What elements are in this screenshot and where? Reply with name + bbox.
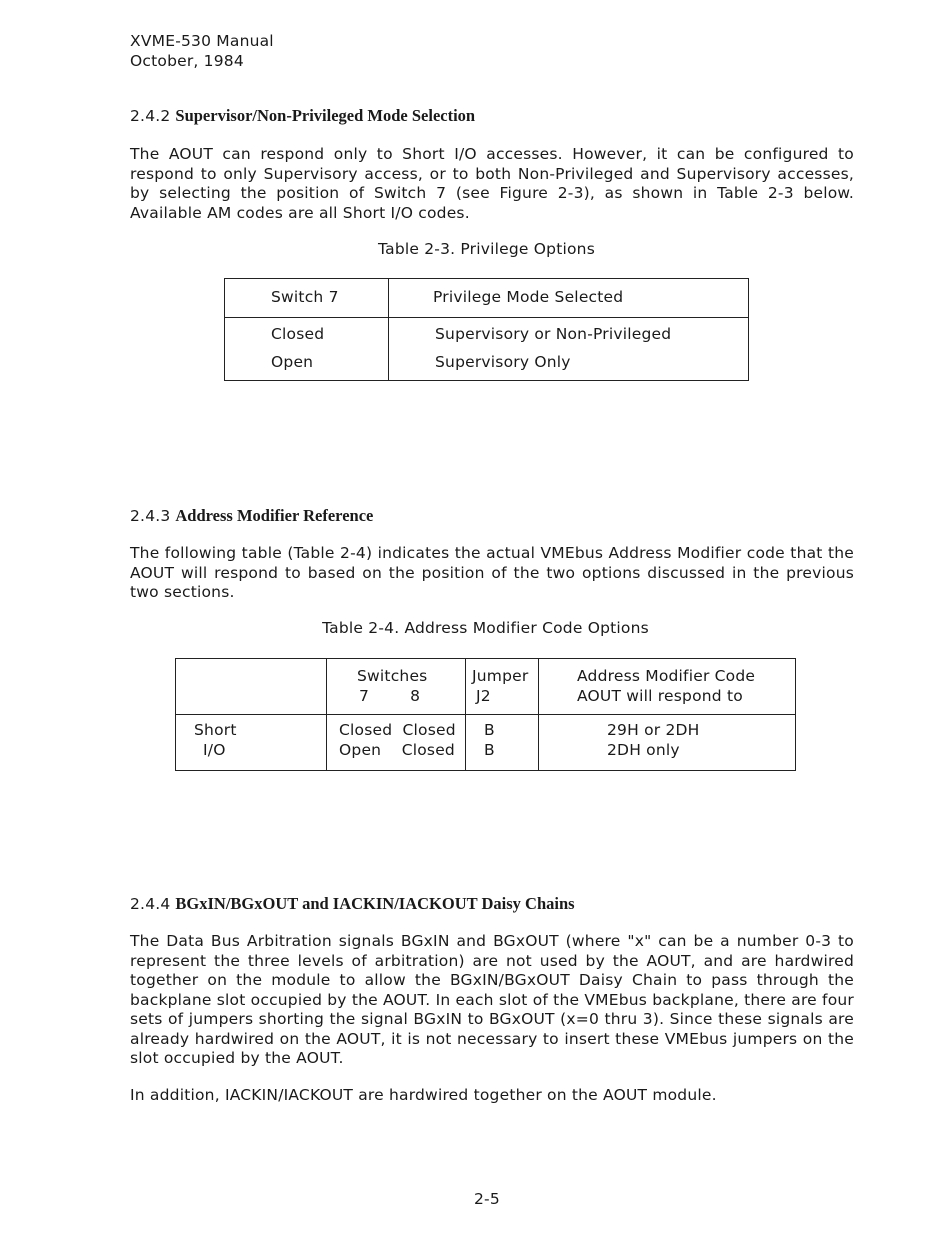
table-cell: Open	[225, 345, 389, 381]
table-caption: Table 2-3. Privilege Options	[378, 240, 595, 258]
code-values	[539, 715, 796, 771]
table-row	[225, 345, 749, 381]
code-header	[539, 659, 796, 715]
table-row	[225, 318, 749, 345]
table-cell: Closed	[225, 318, 389, 345]
code-header-line2: AOUT will respond to	[577, 686, 743, 705]
switches-header	[327, 659, 466, 715]
section-number: 2.4.2	[130, 107, 171, 125]
section-title: Address Modifier Reference	[175, 506, 374, 525]
table-header-row	[225, 279, 749, 318]
switch-setting: Closed Closed	[339, 721, 456, 739]
switch-settings	[327, 715, 466, 771]
jumper-id: J2	[476, 686, 491, 705]
section-title: BGxIN/BGxOUT and IACKIN/IACKOUT Daisy Chains	[175, 894, 575, 913]
table-cell: Supervisory Only	[435, 352, 571, 371]
section-number: 2.4.4	[130, 895, 171, 913]
row-label-line1: Short	[194, 721, 237, 739]
code-value: 2DH only	[607, 740, 680, 759]
jumper-label: Jumper	[472, 667, 529, 685]
page-number: 2-5	[474, 1190, 500, 1208]
section-paragraph: The Data Bus Arbitration signals BGxIN and BGxOUT (where "x" can be a number 0-3 to represent the three levels of arbitration) are not used by the AOUT, and are hardwired together on the module to allow the BGxIN/BGxOUT Daisy Chain to pass through the backplane slot occupied by the AOUT. In each slot of the VMEbus backplane, there are four sets of jumpers shorting the signal BGxIN to BGxOUT (x=0 thru 3). Since these signals are already hardwired on the AOUT, it is not necessary to insert these VMEbus jumpers on the slot occupied by the AOUT.	[130, 932, 854, 1067]
table-cell: Supervisory or Non-Privileged	[435, 325, 672, 343]
document-header	[130, 32, 274, 71]
empty-header-cell	[176, 659, 327, 715]
column-header: Switch 7	[225, 279, 389, 318]
section-heading-2-4-4	[130, 894, 575, 915]
address-modifier-table	[175, 658, 796, 771]
table-row	[176, 715, 796, 771]
jumper-setting: B	[484, 721, 495, 739]
jumper-setting: B	[484, 740, 495, 759]
jumper-header	[466, 659, 539, 715]
jumper-settings	[466, 715, 539, 771]
header-date: October, 1984	[130, 51, 244, 70]
switch-numbers: 7 8	[359, 686, 421, 705]
section-heading-2-4-3	[130, 506, 373, 527]
code-header-line1: Address Modifier Code	[577, 667, 756, 685]
privilege-options-table	[224, 278, 749, 381]
section-number: 2.4.3	[130, 507, 171, 525]
section-title: Supervisor/Non-Privileged Mode Selection	[175, 106, 476, 125]
code-value: 29H or 2DH	[607, 721, 700, 739]
table-caption: Table 2-4. Address Modifier Code Options	[322, 619, 649, 637]
row-label-line2: I/O	[203, 740, 226, 759]
table-header-row	[176, 659, 796, 715]
switches-label: Switches	[357, 667, 428, 685]
section-paragraph: The following table (Table 2-4) indicates the actual VMEbus Address Modifier code that the AOUT will respond to based on the position of the two options discussed in the previous two sections.	[130, 544, 854, 601]
section-paragraph: The AOUT can respond only to Short I/O accesses. However, it can be configured to respond to only Supervisory access, or to both Non-Privileged and Supervisory accesses, by selecting the position of Switch 7 (see Figure 2-3), as shown in Table 2-3 below. Available AM codes are all Short I/O codes.	[130, 145, 854, 222]
header-title: XVME-530 Manual	[130, 32, 274, 50]
switch-setting: Open Closed	[339, 740, 455, 759]
row-label	[176, 715, 327, 771]
section-paragraph: In addition, IACKIN/IACKOUT are hardwired together on the AOUT module.	[130, 1086, 717, 1104]
section-heading-2-4-2	[130, 106, 475, 127]
column-header: Privilege Mode Selected	[389, 279, 749, 318]
